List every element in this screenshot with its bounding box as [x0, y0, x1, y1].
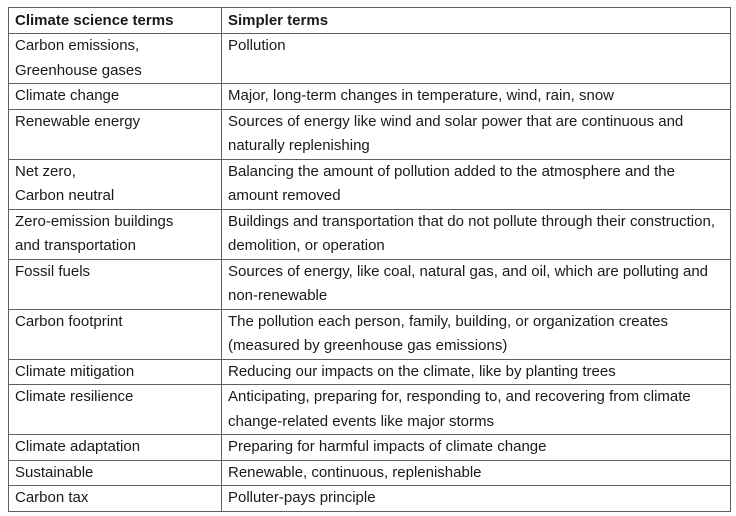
simpler-term-cell: Reducing our impacts on the climate, like by planting trees [222, 359, 731, 385]
climate-term-cell [9, 460, 222, 486]
climate-term-line: Climate resilience [15, 388, 134, 405]
climate-term-line: and transportation [15, 237, 136, 254]
climate-term-cell [9, 359, 222, 385]
simpler-term-cell: Renewable, continuous, replenishable [222, 460, 731, 486]
climate-term-cell [9, 259, 222, 309]
climate-term-line: Greenhouse gases [15, 61, 142, 79]
glossary-table-container [8, 7, 730, 512]
header-row [9, 8, 731, 34]
simpler-term-cell: Sources of energy, like coal, natural gas, and oil, which are polluting and non-renewable [222, 259, 731, 309]
table-row [9, 84, 731, 110]
simpler-term-cell: Anticipating, preparing for, responding to, and recovering from climate change-related events like major storms [222, 385, 731, 435]
climate-term-cell [9, 385, 222, 435]
climate-term-line: Carbon footprint [15, 312, 123, 330]
simpler-term-cell: Pollution [222, 34, 731, 84]
climate-term-line: Carbon neutral [15, 187, 115, 204]
table-row [9, 259, 731, 309]
table-row [9, 435, 731, 461]
climate-term-line: Net zero, [15, 162, 76, 180]
table-row [9, 486, 731, 512]
climate-term-cell [9, 309, 222, 359]
table-row [9, 159, 731, 209]
climate-term-cell [9, 435, 222, 461]
climate-term-cell [9, 159, 222, 209]
header-climate-science-terms: Climate science terms [9, 8, 222, 34]
climate-term-line: Renewable energy [15, 112, 141, 130]
climate-term-cell [9, 34, 222, 84]
table-row [9, 209, 731, 259]
climate-term-line: Climate adaptation [15, 438, 141, 455]
climate-terms-table [8, 7, 731, 512]
climate-term-line: Fossil fuels [15, 262, 91, 280]
climate-term-cell [9, 209, 222, 259]
climate-term-cell [9, 486, 222, 512]
table-row [9, 460, 731, 486]
table-row [9, 359, 731, 385]
climate-term-cell [9, 84, 222, 110]
simpler-term-cell: Preparing for harmful impacts of climate change [222, 435, 731, 461]
simpler-term-cell: Sources of energy like wind and solar power that are continuous and naturally replenishing [222, 109, 731, 159]
climate-term-line: Climate change [15, 87, 120, 104]
table-row [9, 34, 731, 84]
simpler-term-cell: The pollution each person, family, building, or organization creates (measured by greenhouse gas emissions) [222, 309, 731, 359]
climate-term-line: Zero-emission buildings [15, 212, 174, 230]
table-row [9, 109, 731, 159]
climate-term-line: Sustainable [15, 463, 94, 481]
simpler-term-cell: Buildings and transportation that do not pollute through their construction, demolition, or operation [222, 209, 731, 259]
climate-term-line: Carbon emissions, [15, 37, 140, 54]
table-body [9, 34, 731, 512]
table-row [9, 309, 731, 359]
simpler-term-cell: Polluter-pays principle [222, 486, 731, 512]
climate-term-cell [9, 109, 222, 159]
header-simpler-terms: Simpler terms [222, 8, 731, 34]
simpler-term-cell: Balancing the amount of pollution added to the atmosphere and the amount removed [222, 159, 731, 209]
climate-term-line: Climate mitigation [15, 362, 135, 380]
climate-term-line: Carbon tax [15, 489, 89, 506]
simpler-term-cell: Major, long-term changes in temperature, wind, rain, snow [222, 84, 731, 110]
table-row [9, 385, 731, 435]
